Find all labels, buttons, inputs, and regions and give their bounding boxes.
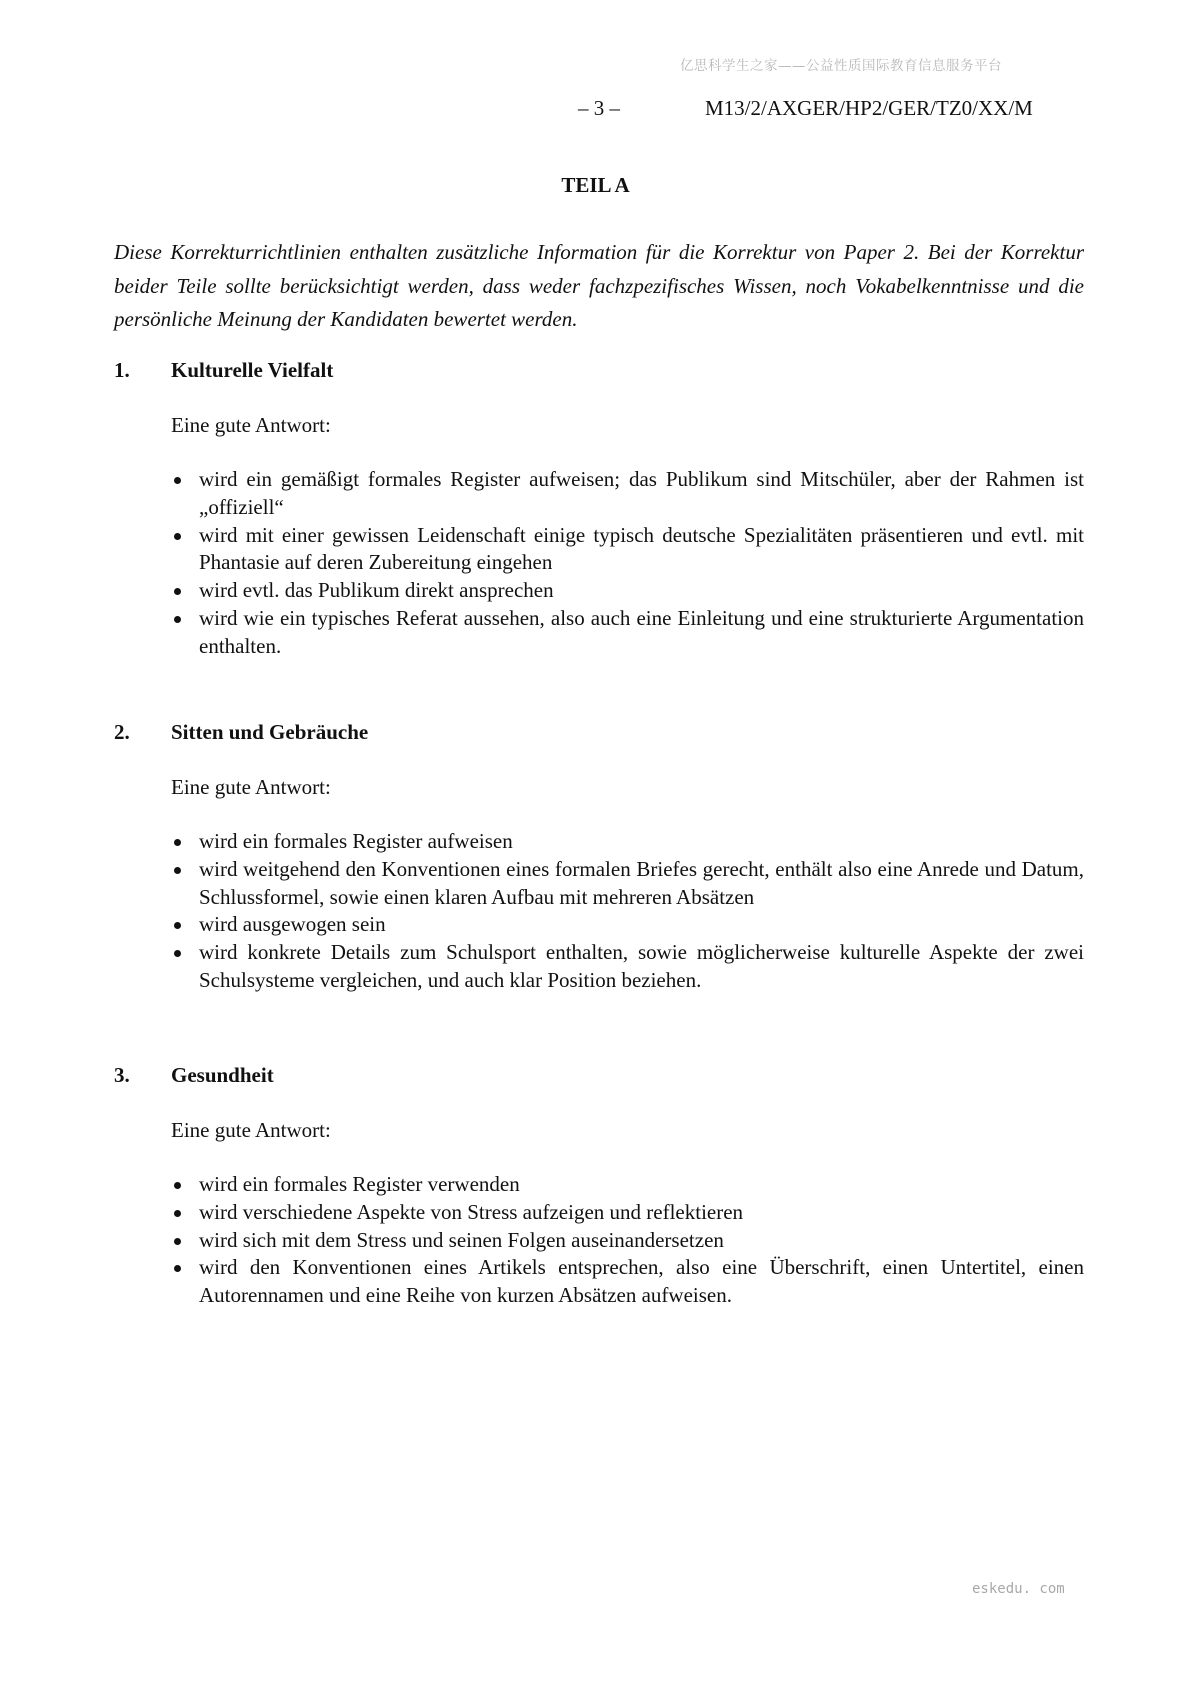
bullet-text: wird ein gemäßigt formales Register aufweisen; das Publikum sind Mitschüler, aber der Rahmen ist „offiziell“	[199, 467, 1084, 519]
item-title: Sitten und Gebräuche	[171, 720, 369, 744]
bullet-item	[171, 522, 1084, 578]
bullet-text: wird konkrete Details zum Schulsport enthalten, sowie möglicherweise kulturelle Aspekte der zwei Schulsysteme vergleichen, und auch klar Position beziehen.	[199, 940, 1084, 992]
bullet-text: wird mit einer gewissen Leidenschaft einige typisch deutsche Spezialitäten präsentieren und evtl. mit Phantasie auf deren Zubereitung eingehen	[199, 522, 1084, 575]
item-gesundheit	[114, 1063, 1084, 1308]
bullet-icon	[174, 867, 181, 874]
item-number: 1.	[114, 358, 130, 382]
bullet-text: wird wie ein typisches Referat aussehen, also auch eine Einleitung und eine strukturierte Argumentation enthalten.	[199, 605, 1084, 658]
bullet-item	[171, 1199, 1084, 1227]
bullet-icon	[174, 950, 181, 957]
bullet-item	[171, 577, 1084, 605]
bullet-text: wird weitgehend den Konventionen eines formalen Briefes gerecht, enthält also eine Anrede und Datum, Schlussformel, sowie einen klaren Aufbau mit mehreren Absätzen	[199, 856, 1084, 909]
bullet-list	[171, 828, 1084, 995]
bullet-item	[171, 939, 1084, 995]
bullet-icon	[174, 588, 181, 595]
item-title: Gesundheit	[171, 1063, 274, 1087]
page-number: – 3 –	[578, 96, 620, 120]
bullet-item	[171, 1227, 1084, 1255]
bullet-item	[171, 466, 1084, 522]
bullet-item	[171, 828, 1084, 856]
item-number: 3.	[114, 1063, 130, 1087]
bullet-icon	[174, 1210, 181, 1217]
item-lead: Eine gute Antwort:	[171, 775, 331, 799]
item-lead: Eine gute Antwort:	[171, 413, 331, 437]
bullet-icon	[174, 922, 181, 929]
intro-paragraph: Diese Korrekturrichtlinien enthalten zusätzliche Information für die Korrektur von Paper 2. Bei der Korrektur beider Teile sollte berücksichtigt werden, dass weder fachzpezifisches Wissen, noch Vokabelkenntnisse und die persönliche Meinung der Kandidaten bewertet werden.	[114, 240, 1084, 331]
item-number: 2.	[114, 720, 130, 744]
bullet-icon	[174, 1238, 181, 1245]
bullet-icon	[174, 1182, 181, 1189]
bullet-icon	[174, 477, 181, 484]
bullet-text: wird ausgewogen sein	[199, 912, 386, 937]
bullet-text: wird verschiedene Aspekte von Stress aufzeigen und reflektieren	[199, 1199, 744, 1224]
bullet-icon	[174, 533, 181, 540]
bullet-text: wird ein formales Register aufweisen	[199, 829, 513, 853]
item-title: Kulturelle Vielfalt	[171, 358, 334, 382]
bullet-list	[171, 466, 1084, 661]
bullet-item	[171, 1254, 1084, 1310]
item-heading	[114, 1063, 1084, 1093]
bullet-item	[171, 856, 1084, 912]
bullet-item	[171, 1171, 1084, 1199]
bullet-item	[171, 605, 1084, 661]
item-heading	[114, 358, 1084, 388]
bullet-icon	[174, 839, 181, 846]
section-title: TEIL A	[561, 173, 630, 197]
bullet-icon	[174, 616, 181, 623]
item-lead: Eine gute Antwort:	[171, 1118, 331, 1142]
bullet-list	[171, 1171, 1084, 1310]
item-sitten-und-gebraeuche	[114, 720, 1084, 992]
bullet-icon	[174, 1265, 181, 1272]
document-code: M13/2/AXGER/HP2/GER/TZ0/XX/M	[705, 96, 1033, 120]
bullet-text: wird sich mit dem Stress und seinen Folgen auseinandersetzen	[199, 1227, 724, 1252]
watermark-top: 亿思科学生之家——公益性质国际教育信息服务平台	[680, 58, 1002, 74]
item-heading	[114, 720, 1084, 750]
item-kulturelle-vielfalt	[114, 358, 1084, 658]
bullet-text: wird evtl. das Publikum direkt ansprechen	[199, 578, 554, 603]
watermark-bottom: eskedu. com	[972, 1581, 1065, 1597]
bullet-text: wird ein formales Register verwenden	[199, 1172, 520, 1196]
bullet-item	[171, 911, 1084, 939]
bullet-text: wird den Konventionen eines Artikels entsprechen, also eine Überschrift, einen Untertitel, einen Autorennamen und eine Reihe von kurzen Absätzen aufweisen.	[199, 1255, 1084, 1308]
